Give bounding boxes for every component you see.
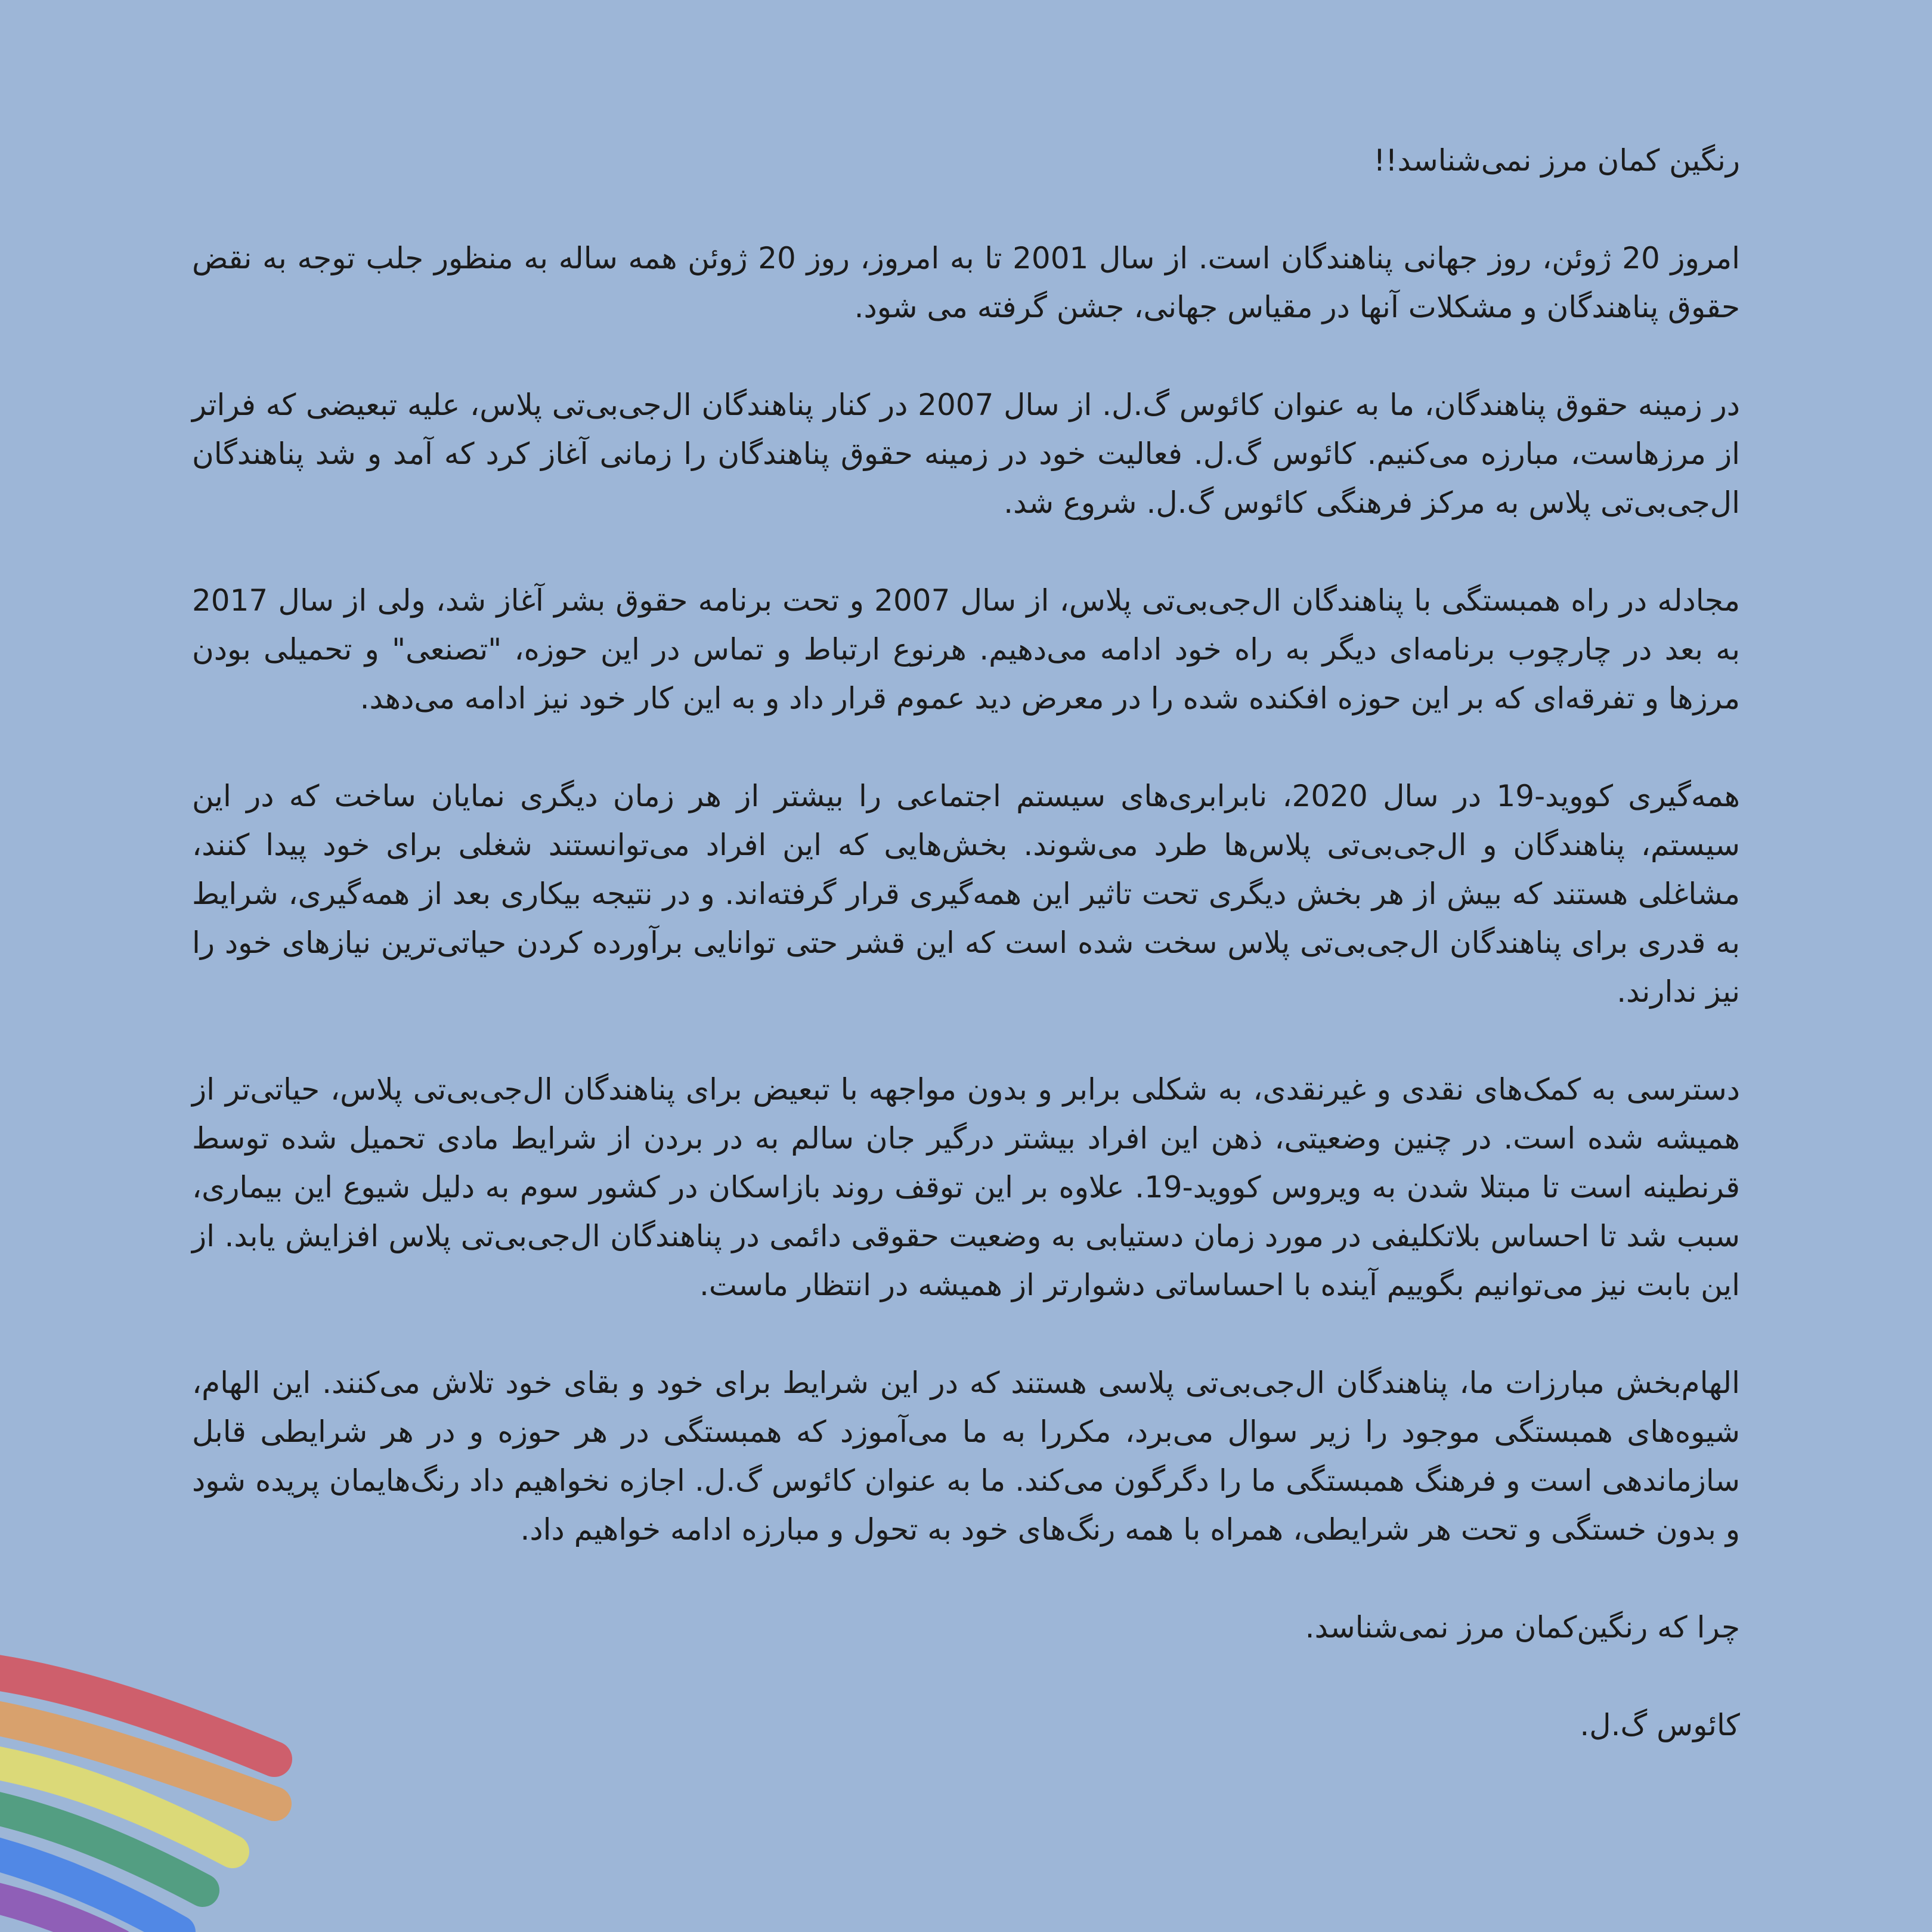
paragraph-1: امروز 20 ژوئن، روز جهانی پناهندگان است. از سال 2001 تا به امروز، روز 20 ژوئن همه ساله به منظور جلب توجه به نقض حقوق پناهندگان و مشکلات آنها در مقیاس جهانی، جشن گرفته می شود. xyxy=(192,241,1740,324)
rainbow-brush-strokes-icon xyxy=(0,1646,310,1932)
closing-line: چرا که رنگین‌کمان مرز نمی‌شناسد. xyxy=(1305,1610,1740,1645)
letter-title: رنگین کمان مرز نمی‌شناسد!! xyxy=(1373,143,1740,178)
letter-body xyxy=(192,136,1740,1798)
signature: کائوس گ.ل. xyxy=(1580,1708,1740,1742)
paragraph-6: الهام‌بخش مبارزات ما، پناهندگان ال‌جی‌بی‌تی پلاسی هستند که در این شرایط برای خود و بقای خود تلاش می‌کنند. این الهام، شیوه‌های همبستگی موجود را زیر سوال می‌برد، مکررا به ما می‌آموزد که همبستگی در هر حوزه و در هر شرایطی قابل سازماندهی است و فرهنگ همبستگی ما را دگرگون می‌کند. ما به عنوان کائوس گ.ل. اجازه نخواهیم داد رنگ‌هایمان پریده شود و بدون خستگی و تحت هر شرایطی، همراه با همه رنگ‌های خود به تحول و مبارزه ادامه خواهیم داد. xyxy=(192,1366,1740,1547)
paragraph-4: همه‌گیری کووید-19 در سال 2020، نابرابری‌های سیستم اجتماعی را بیشتر از هر زمان دیگری نمایان ساخت که در این سیستم، پناهندگان و ال‌جی‌بی‌تی پلاس‌ها طرد می‌شوند. بخش‌هایی که این افراد می‌توانستند شغلی برای خود پیدا کنند، مشاغلی هستند که بیش از هر بخش دیگری تحت تاثیر این همه‌گیری قرار گرفته‌اند. و در نتیجه بیکاری بعد از همه‌گیری، شرایط به قدری برای پناهندگان ال‌جی‌بی‌تی پلاس سخت شده است که این قشر حتی توانایی برآورده کردن حیاتی‌ترین نیازهای خود را نیز ندارند. xyxy=(192,779,1740,1009)
paragraph-5: دسترسی به کمک‌های نقدی و غیرنقدی، به شکلی برابر و بدون مواجهه با تبعیض برای پناهندگان ال‌جی‌بی‌تی پلاس، حیاتی‌تر از همیشه شده است. در چنین وضعیتی، ذهن این افراد بیشتر درگیر جان سالم به در بردن از شرایط مادی تحمیل شده توسط قرنطینه است تا مبتلا شدن به ویروس کووید-19. علاوه بر این توقف روند بازاسکان در کشور سوم به دلیل شیوع این بیماری، سبب شد تا احساس بلاتکلیفی در مورد زمان دستیابی به وضعیت حقوقی دائمی در پناهندگان ال‌جی‌بی‌تی پلاس افزایش یابد. از این بابت نیز می‌توانیم بگوییم آینده با احساساتی دشوارتر از همیشه در انتظار ماست. xyxy=(192,1072,1740,1302)
paragraph-2: در زمینه حقوق پناهندگان، ما به عنوان کائوس گ.ل. از سال 2007 در کنار پناهندگان ال‌جی‌بی‌تی پلاس، علیه تبعیضی که فراتر از مرزهاست، مبارزه می‌کنیم. کائوس گ.ل. فعالیت خود در زمینه حقوق پناهندگان را زمانی آغاز کرد که آمد و شد پناهندگان ال‌جی‌بی‌تی پلاس به مرکز فرهنگی کائوس گ.ل. شروع شد. xyxy=(192,388,1740,520)
paragraph-3: مجادله در راه همبستگی با پناهندگان ال‌جی‌بی‌تی پلاس، از سال 2007 و تحت برنامه حقوق بشر آغاز شد، ولی از سال 2017 به بعد در چارچوب برنامه‌ای دیگر به راه خود ادامه می‌دهیم. هرنوع ارتباط و تماس در این حوزه، "تصنعی" و تحمیلی بودن مرزها و تفرقه‌ای که بر این حوزه افکنده شده را در معرض دید عموم قرار داد و به این کار خود نیز ادامه می‌دهد. xyxy=(192,583,1740,716)
